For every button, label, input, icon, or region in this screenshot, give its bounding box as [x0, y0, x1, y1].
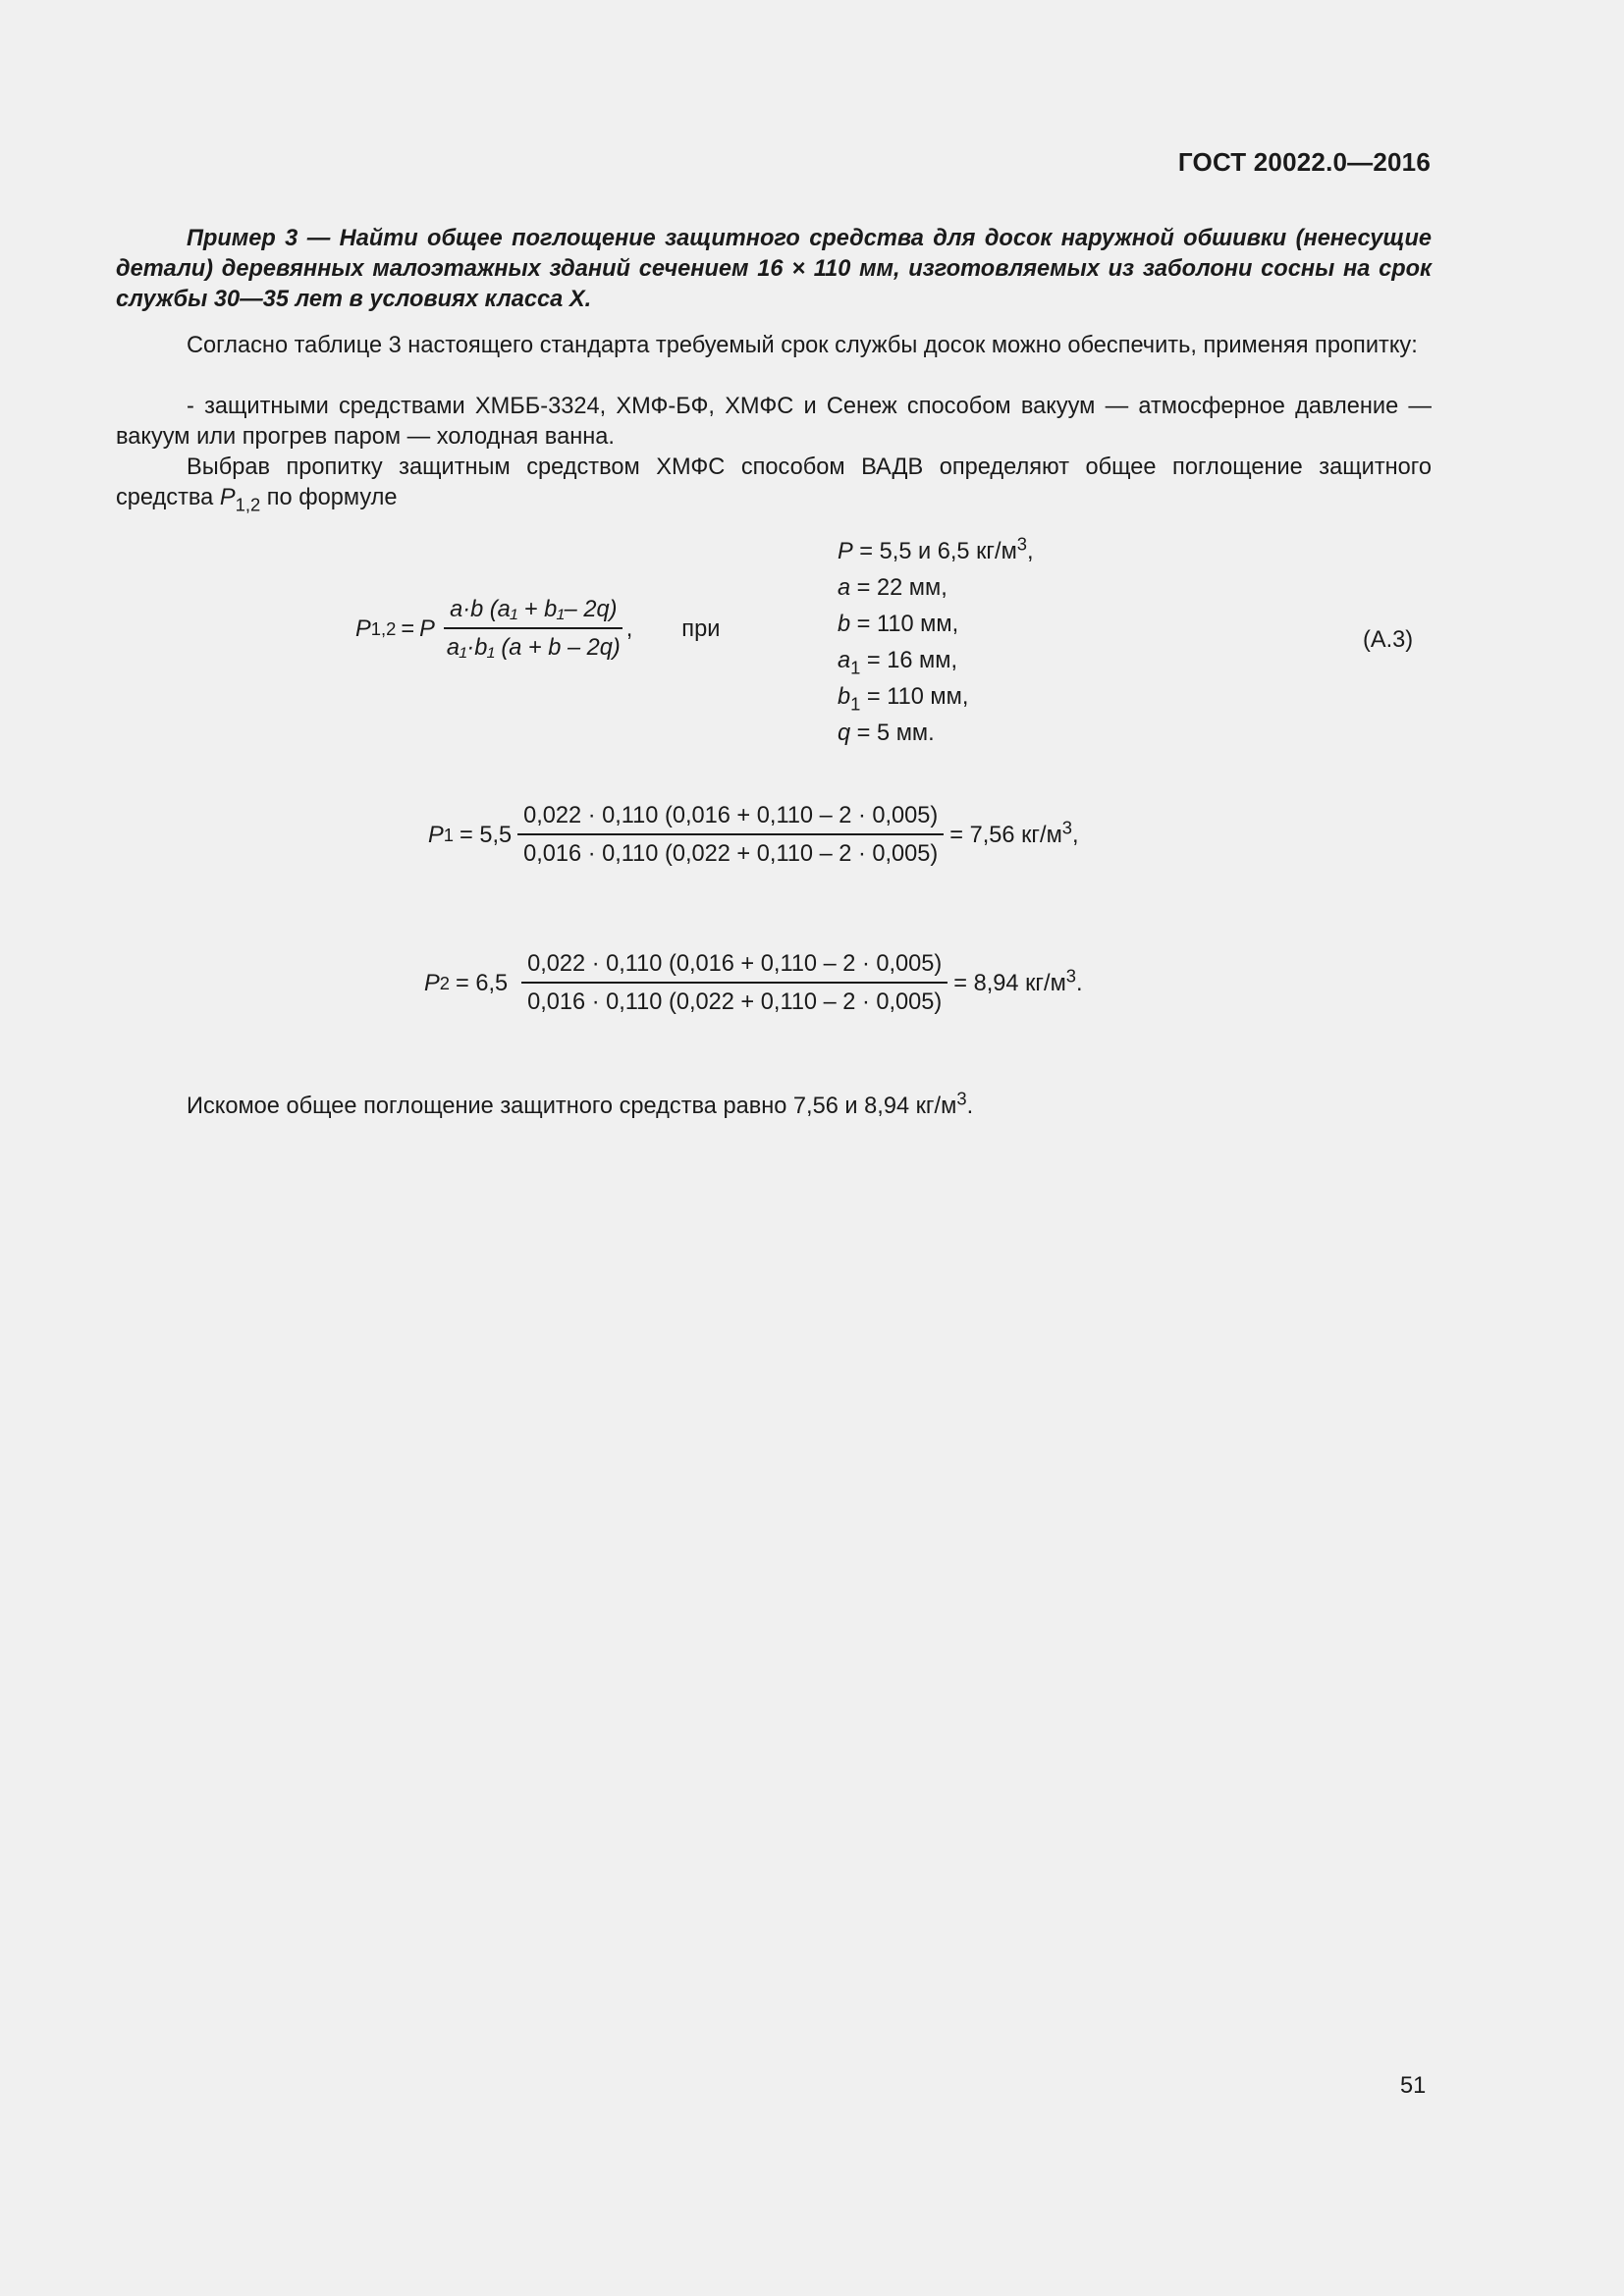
p2-var: P — [424, 970, 440, 996]
conclusion-paragraph: Искомое общее поглощение защитного средства равно 7,56 и 8,94 $кг/м^3$. — [187, 1088, 974, 1119]
intro-text: Выбрав пропитку защитным средством ХМФС способом ВАДВ определяют общее поглощение защитного средства — [116, 454, 1432, 510]
formula-a3: P 1,2 = P $\frac{\text{a·b (a₁ + b₁– 2q)}}{\text{a₁·b₁ (a + b – 2q)}}$ , при — [355, 597, 721, 661]
page-number: 51 — [1400, 2073, 1427, 2099]
formula-word-at: при — [681, 615, 721, 642]
p2-result: = 8,94 $кг/м^3$. — [953, 965, 1083, 996]
formula-denominator: a₁·b₁ (a + b – 2q) — [446, 635, 621, 661]
p1-denominator: 0,016 · 0,110 (0,022 + 0,110 – 2 · 0,005) — [523, 841, 939, 867]
intro-text-end: по формуле — [266, 485, 398, 510]
formula-equals: = — [401, 615, 415, 642]
paragraph-protective-agents: - защитными средствами ХМББ-3324, ХМФ-БФ, ХМФС и Сенеж способом вакуум — атмосферное давление — вакуум или прогрев паром — холодная ванна. — [116, 394, 1432, 450]
p1-var: P — [428, 822, 444, 848]
document-header: ГОСТ 20022.0—2016 — [1177, 147, 1431, 177]
p1-result: = 7,56 $кг/м^3$, — [949, 817, 1079, 848]
formula-comma: , — [625, 615, 633, 642]
formula-conditions — [838, 534, 1034, 752]
formula-p2: P 2 = 6,5 $\frac{0,022 \cdot 0,110 (0,016 + 0,110 - 2 \cdot 0,005)}{0,016 \cdot 0,110 (0,022 + 0,110 - 2 \cdot 0,005)}$ = 8,94 $кг/м^3$. — [424, 951, 1083, 1015]
equation-number: (А.3) — [1363, 627, 1414, 653]
condition-q: q = 5 мм. — [838, 721, 935, 746]
formula-lhs-var: P — [355, 615, 371, 642]
formula-fraction — [441, 597, 626, 662]
p2-denominator: 0,016 · 0,110 (0,022 + 0,110 – 2 · 0,005) — [527, 989, 943, 1015]
condition-a1: $a_1 = 16$ мм, — [838, 648, 958, 678]
intro-variable-subscript: 1,2 — [235, 494, 261, 515]
formula-numerator: a·b (a₁ + b₁– 2q) — [444, 597, 623, 629]
intro-variable: P — [219, 485, 236, 510]
formula-p1: P 1 = 5,5 $\frac{0,022 \cdot 0,110 (0,016 + 0,110 - 2 \cdot 0,005)}{0,016 \cdot 0,110 (0,022 + 0,110 - 2 \cdot 0,005)}$ = 7,56 $кг/м^3$, — [428, 803, 1079, 867]
p1-numerator: 0,022 · 0,110 (0,016 + 0,110 – 2 · 0,005) — [517, 803, 944, 835]
paragraph-formula-intro — [116, 453, 1432, 513]
condition-b1: $b_1 = 110$ мм, — [838, 684, 969, 715]
p2-fraction — [521, 951, 947, 1016]
formula-coef: P — [419, 615, 435, 642]
condition-p: P = 5,5 и 6,5 $кг/м^3$, — [838, 533, 1034, 564]
p1-coef: = 5,5 — [459, 822, 513, 848]
p1-fraction — [517, 803, 944, 868]
condition-a: a = 22 мм, — [838, 575, 947, 601]
example-3-statement: Пример 3 — Найти общее поглощение защитного средства для досок наружной обшивки (ненесущие детали) деревянных малоэтажных зданий сечением 16 × 110 мм, изготовляемых из заболони сосны на срок службы 30—35 лет в условиях класса X. — [116, 226, 1432, 312]
condition-b: b = 110 мм, — [838, 612, 959, 637]
p2-numerator: 0,022 · 0,110 (0,016 + 0,110 – 2 · 0,005) — [521, 951, 947, 984]
p2-coef: = 6,5 — [455, 970, 509, 996]
paragraph-table-reference: Согласно таблице 3 настоящего стандарта требуемый срок службы досок можно обеспечить, применяя пропитку: — [187, 333, 1418, 358]
